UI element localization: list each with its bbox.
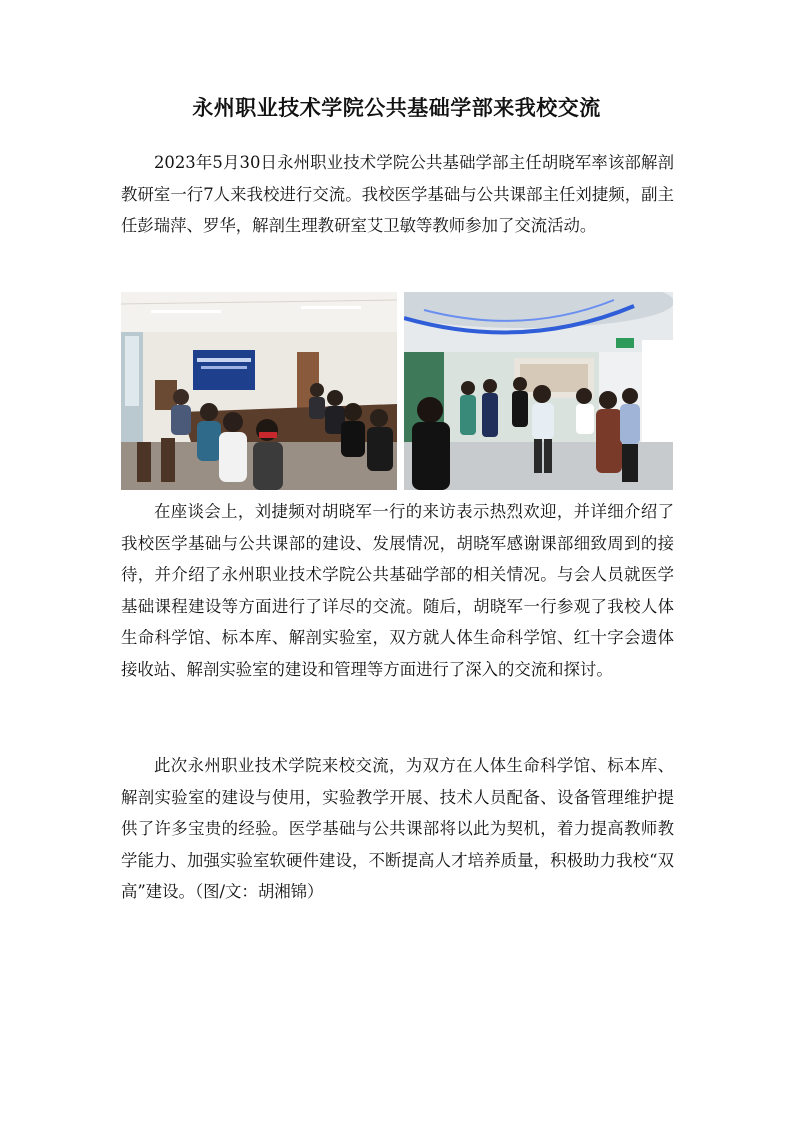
paragraph-2: 在座谈会上，刘捷频对胡晓军一行的来访表示热烈欢迎，并详细介绍了我校医学基础与公共课部的建设、发展情况，胡晓军感谢课部细致周到的接待，并介绍了永州职业技术学院公共基础学部的相关情况。与会人员就医学基础课程建设等方面进行了详尽的交流。随后，胡晓军一行参观了我校人体生命科学馆、标本库、解剖实验室，双方就人体生命科学馆、红十字会遗体接收站、解剖实验室的建设和管理等方面进行了深入的交流和探讨。 — [121, 502, 674, 679]
paragraph-3: 此次永州职业技术学院来校交流，为双方在人体生命科学馆、标本库、解剖实验室的建设与使用，实验教学开展、技术人员配备、设备管理维护提供了许多宝贵的经验。医学基础与公共课部将以此为契机，着力提高教师教学能力、加强实验室软硬件建设，不断提高人才培养质量，积极助力我校“双高”建设。（图/文：胡湘锦） — [121, 756, 674, 902]
article-title: 永州职业技术学院公共基础学部来我校交流 — [192, 96, 601, 120]
visit-photo — [404, 292, 673, 490]
paragraph-1: 2023年5月30日永州职业技术学院公共基础学部主任胡晓军率该部解剖教研室一行7人来我校进行交流。我校医学基础与公共课部主任刘捷频，副主任彭瑞萍、罗华，解剖生理教研室艾卫敏等教师参加了交流活动。 — [121, 153, 674, 236]
meeting-photo — [121, 292, 397, 490]
